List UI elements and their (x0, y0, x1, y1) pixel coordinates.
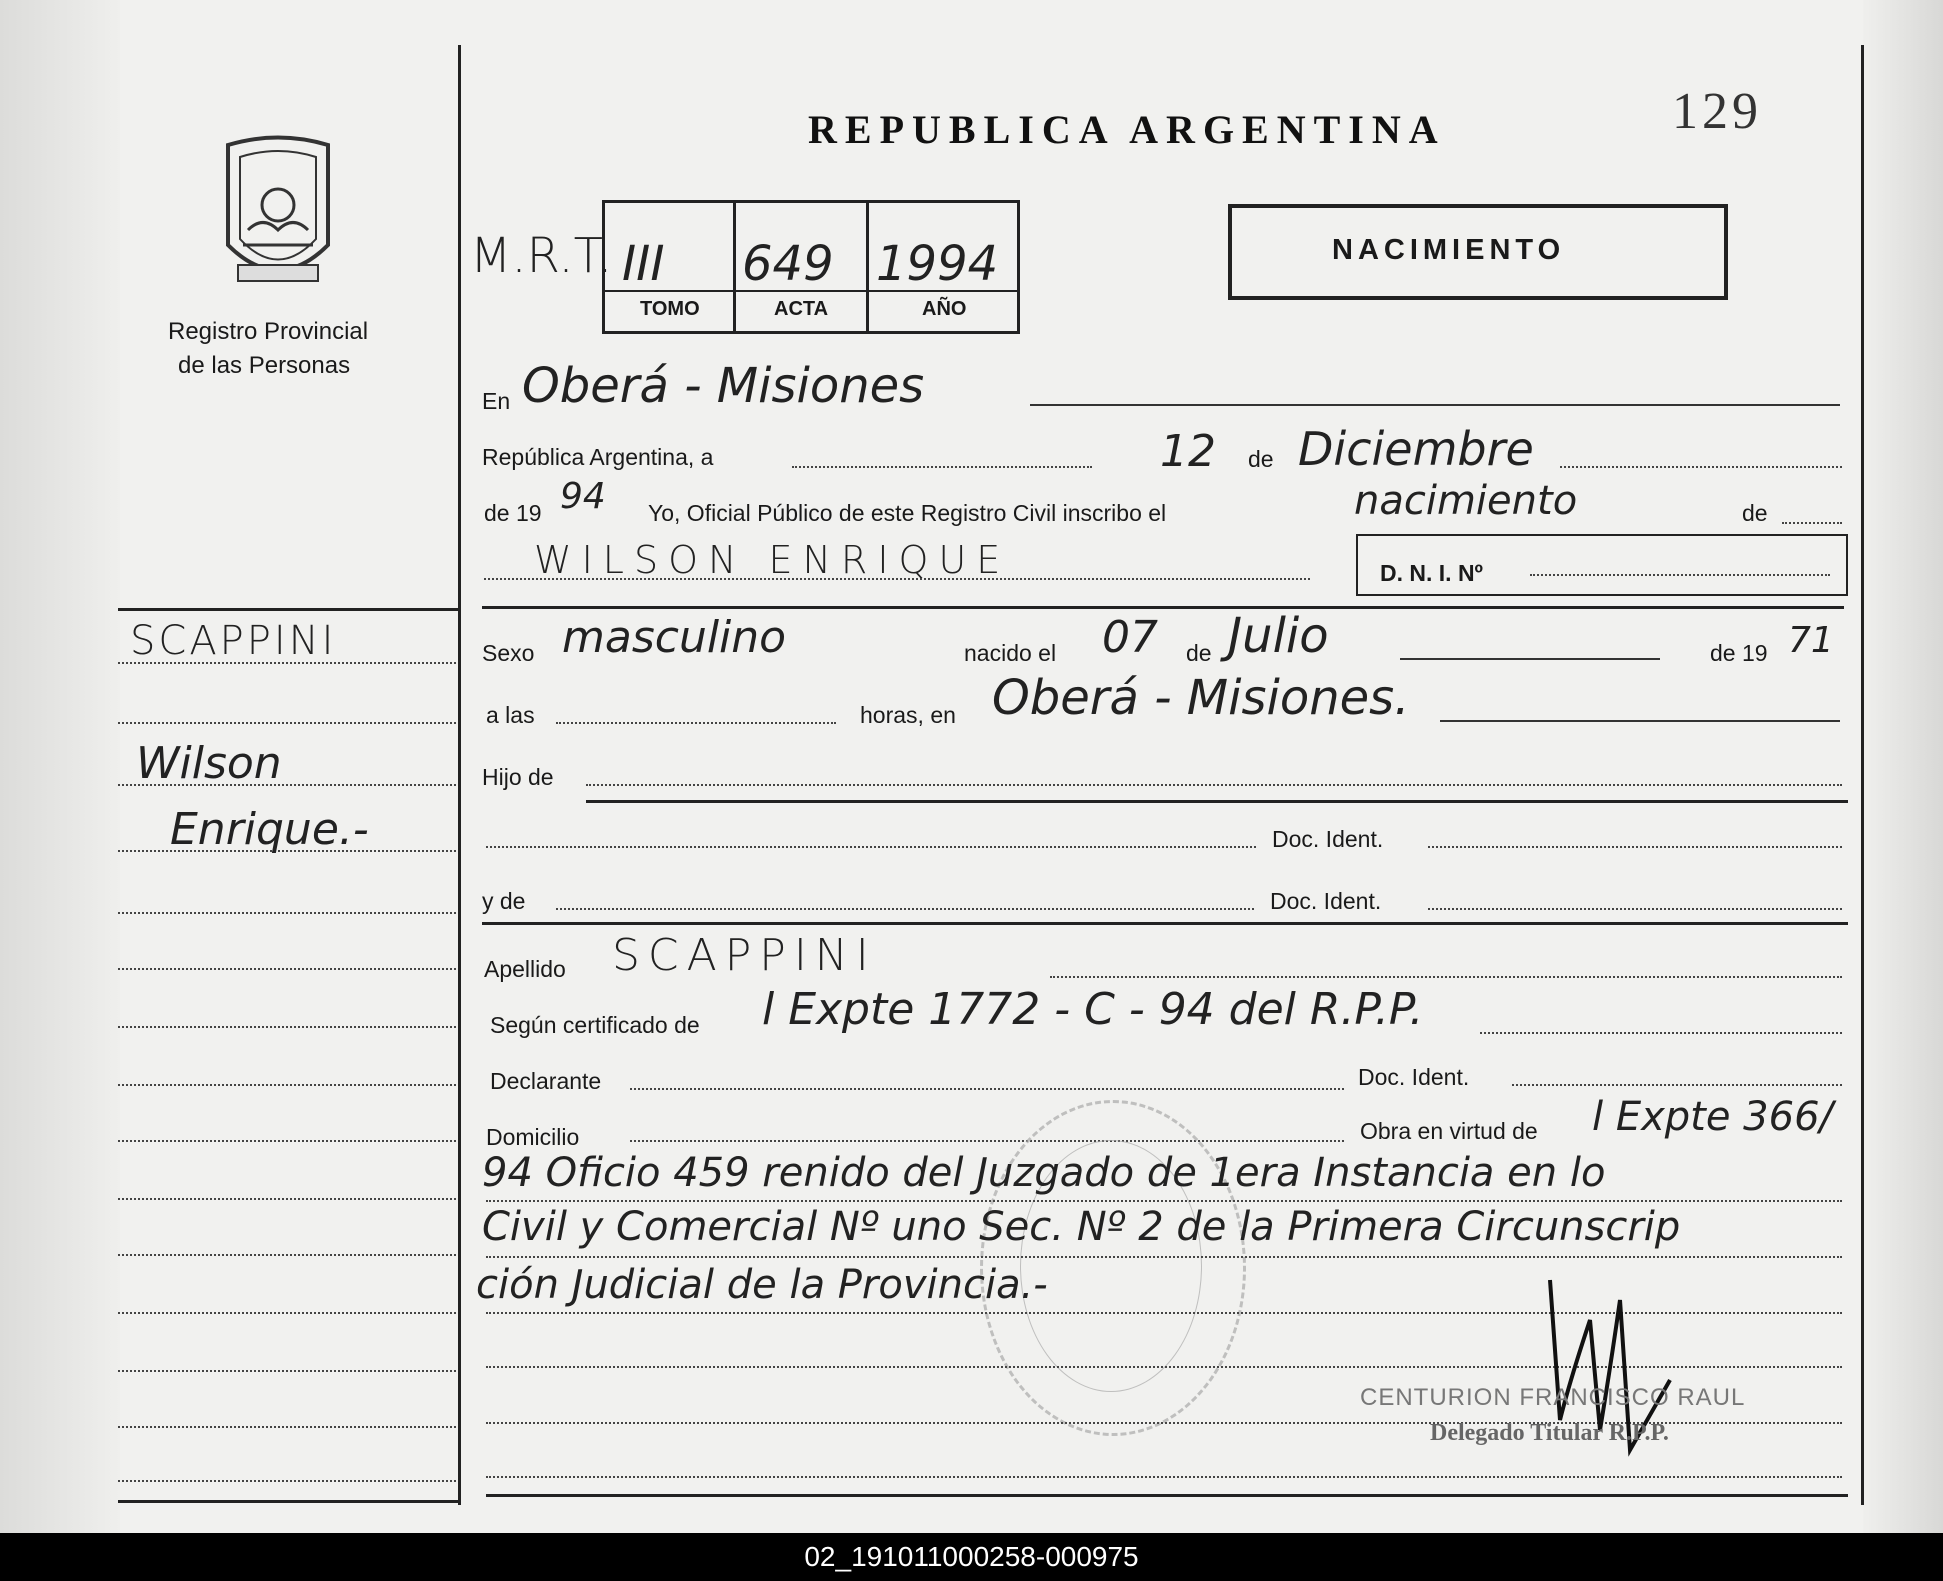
sidebar-given-name-2: Enrique.- (170, 804, 369, 855)
sidebar-line (118, 912, 456, 914)
form-rule (630, 1088, 1344, 1090)
sidebar-line (118, 1370, 456, 1372)
hijo-label: Hijo de (482, 764, 554, 790)
ano-value: 1994 (876, 236, 999, 292)
folio-number: 129 (1672, 83, 1762, 140)
hijo-rule (586, 800, 1848, 803)
obra-value: l Expte 366/ (1592, 1094, 1833, 1140)
sidebar-top-rule (118, 608, 458, 611)
section-rule-2 (482, 922, 1848, 925)
sidebar-line (118, 1026, 456, 1028)
yde-label: y de (482, 888, 526, 914)
de-label-2: de (1742, 500, 1768, 526)
image-caption: 02_191011000258-000975 (0, 1533, 1943, 1581)
page-shadow-right (1863, 0, 1943, 1533)
form-rule (1560, 466, 1842, 468)
alas-label: a las (486, 702, 535, 728)
year-suffix: 94 (560, 476, 606, 517)
tomo-label: TOMO (640, 298, 700, 320)
de-label-3: de (1186, 640, 1212, 666)
form-rule (556, 908, 1254, 910)
sidebar-line (118, 1254, 456, 1256)
right-border (1861, 45, 1864, 1505)
de-label: de (1248, 446, 1274, 472)
segun-value: l Expte 1772 - C - 94 del R.P.P. (762, 984, 1424, 1035)
section-rule-1 (482, 606, 1844, 609)
de19-label: de 19 (484, 500, 542, 526)
form-rule (1782, 522, 1842, 524)
reference-divider-2 (866, 200, 869, 331)
registry-line-1: Registro Provincial (168, 318, 369, 345)
month-value: Diciembre (1298, 422, 1534, 476)
en-label: En (482, 388, 511, 414)
sidebar-line (118, 722, 456, 724)
form-rule (486, 846, 1256, 848)
form-rule (1480, 1032, 1842, 1034)
sidebar-given-name-1: Wilson (136, 738, 282, 789)
signer-title: Delegado Titular R.P.P. (1430, 1420, 1669, 1446)
form-rule (792, 466, 1092, 468)
dni-label: D. N. I. Nº (1380, 560, 1483, 586)
sidebar-line (118, 1312, 456, 1314)
domicilio-label: Domicilio (486, 1124, 580, 1150)
day-value: 12 (1160, 426, 1216, 477)
birth-day: 07 (1102, 612, 1158, 663)
page-shadow-left (0, 0, 120, 1533)
doc-ident-label-1: Doc. Ident. (1272, 826, 1384, 852)
full-name: WILSON ENRIQUE (534, 538, 1011, 582)
acta-label: ACTA (774, 298, 829, 320)
sidebar-line (118, 1480, 456, 1482)
sidebar-line (118, 1198, 456, 1200)
birth-month: Julio (1228, 608, 1329, 664)
segun-label: Según certificado de (490, 1012, 700, 1038)
form-rule (1428, 846, 1842, 848)
left-column-divider (458, 45, 461, 1505)
republica-label: República Argentina, a (482, 444, 714, 470)
nacido-label: nacido el (964, 640, 1057, 666)
form-rule (1400, 658, 1660, 660)
sidebar-bottom-rule (118, 1500, 458, 1503)
note-line (486, 1200, 1842, 1202)
apellido-value: SCAPPINI (612, 930, 877, 981)
form-rule (1050, 976, 1842, 978)
ano-label: AÑO (922, 298, 967, 320)
mrt-prefix: M.R.T. (470, 228, 613, 284)
handwritten-signature-icon (1530, 1260, 1690, 1480)
note-line-3: ción Judicial de la Provincia.- (476, 1262, 1048, 1308)
declarante-label: Declarante (490, 1068, 602, 1094)
provincial-seal-icon (208, 135, 348, 295)
doc-ident-label-2: Doc. Ident. (1270, 888, 1382, 914)
sidebar-line (118, 1140, 456, 1142)
form-rule (630, 1140, 1344, 1142)
event-value: nacimiento (1354, 478, 1578, 524)
de19-label-2: de 19 (1710, 640, 1768, 666)
en-value: Oberá - Misiones (522, 358, 925, 414)
reference-divider-1 (733, 200, 736, 331)
apellido-label: Apellido (484, 956, 566, 982)
sidebar-line (118, 968, 456, 970)
form-rule (484, 578, 1310, 580)
doc-ident-label-3: Doc. Ident. (1358, 1064, 1470, 1090)
form-rule (1030, 404, 1840, 406)
birth-place: Oberá - Misiones. (992, 670, 1410, 726)
sidebar-surname: SCAPPINI (130, 618, 337, 664)
registry-line-2: de las Personas (178, 352, 351, 379)
note-line-2: Civil y Comercial Nº uno Sec. Nº 2 de la Primera Circunscrip (482, 1204, 1681, 1250)
bottom-rule (486, 1494, 1848, 1497)
form-rule (1512, 1084, 1842, 1086)
sidebar-line (118, 1084, 456, 1086)
note-line-1: 94 Oficio 459 renido del Juzgado de 1era Instancia en lo (482, 1150, 1606, 1196)
yo-label: Yo, Oficial Público de este Registro Civil inscribo el (648, 500, 1167, 526)
sidebar-line (118, 1426, 456, 1428)
obra-label: Obra en virtud de (1360, 1118, 1538, 1144)
form-rule (1440, 720, 1840, 722)
note-line (486, 1256, 1842, 1258)
sexo-value: masculino (562, 612, 787, 663)
form-rule (586, 784, 1842, 786)
acta-value: 649 (742, 236, 834, 292)
country-title: REPUBLICA ARGENTINA (808, 107, 1446, 152)
dni-field (1530, 574, 1830, 576)
document-type: NACIMIENTO (1332, 234, 1566, 266)
birth-year-suffix: 71 (1788, 620, 1834, 661)
sexo-label: Sexo (482, 640, 535, 666)
tomo-value: III (622, 236, 665, 292)
form-rule (1428, 908, 1842, 910)
horas-label: horas, en (860, 702, 956, 728)
form-rule (556, 722, 836, 724)
signer-name: CENTURION FRANCISCO RAUL (1360, 1384, 1746, 1411)
